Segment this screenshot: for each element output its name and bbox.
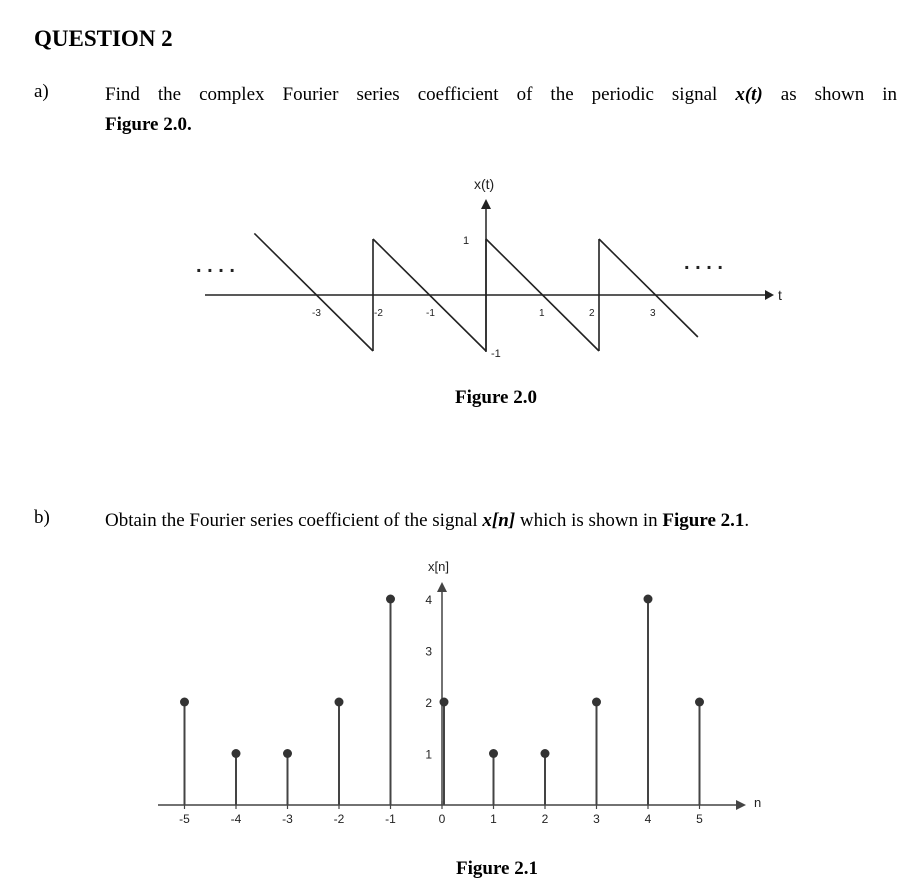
fig20-tick-label: 1 [539,308,545,319]
part-a-text-1: Find the complex Fourier series coefficient of the periodic signal [105,84,718,105]
fig21-x-tick-label: -1 [385,812,396,826]
fig20-trough-label: -1 [491,348,501,360]
part-a-figure-ref: Figure 2.0. [105,114,192,135]
fig21-stem-marker [335,698,344,707]
fig20-tick-label: -1 [426,308,435,319]
part-b-period: . [744,510,750,531]
fig21-x-tick-label: 4 [644,812,652,826]
part-a-label: a) [34,81,49,102]
fig20-y-label: x(t) [474,176,495,192]
fig21-stem-marker [592,698,601,707]
part-b-symbol: x[n] [482,510,516,531]
fig21-x-tick-label: 5 [696,812,703,826]
fig21-x-arrow [736,800,746,810]
fig21-y-tick-label: 1 [425,747,432,762]
fig21-y-tick-label: 3 [425,644,432,659]
part-a-text-2: as shown in [780,84,898,105]
fig21-x-tick-label: 2 [541,812,549,826]
fig21-x-tick-label: 0 [438,812,446,826]
fig21-x-tick-label: 1 [490,812,497,826]
fig20-tick-label: -3 [312,308,321,319]
fig21-stem-marker [180,698,189,707]
fig21-x-tick-label: -2 [333,812,345,826]
fig21-y-tick-label: 2 [425,696,432,710]
fig21-x-tick-label: -4 [230,812,242,826]
part-a-symbol: x(t) [735,84,763,105]
fig21-x-tick-label: 3 [593,812,600,826]
fig21-stem-marker [440,698,449,707]
fig20-x-label: t [778,287,782,303]
part-b-label: b) [34,507,50,528]
fig21-y-tick-label: 4 [425,593,432,607]
fig21-x-tick-label: -3 [282,812,293,826]
part-b-text-2: which is shown in [519,510,658,531]
fig20-tick-label: 2 [589,308,595,319]
fig21-stem-marker [695,698,704,707]
part-b-text-1: Obtain the Fourier series coefficient of the signal [105,510,478,531]
fig21-y-label: x[n] [428,559,449,574]
figure-2-0-caption: Figure 2.0 [455,387,537,408]
fig20-ellipsis-left: . . . . [196,255,235,277]
fig21-stem-marker [232,749,241,758]
fig21-x-tick-label: -5 [179,812,190,826]
part-b-figure-ref: Figure 2.1 [662,510,745,531]
fig20-tick-label: -2 [374,308,383,319]
fig21-stem-marker [489,749,498,758]
fig21-x-label: n [754,795,762,810]
figure-2-1-caption: Figure 2.1 [456,858,538,879]
fig20-ellipsis-right: . . . . [684,252,723,274]
question-heading: QUESTION 2 [34,26,173,51]
fig21-stem-marker [386,595,395,604]
fig21-stem-marker [644,595,653,604]
fig21-y-arrow [437,582,447,592]
fig20-peak-label: 1 [463,235,470,247]
fig21-stem-marker [541,749,550,758]
fig20-tick-label: 3 [650,308,656,319]
fig21-stem-marker [283,749,292,758]
